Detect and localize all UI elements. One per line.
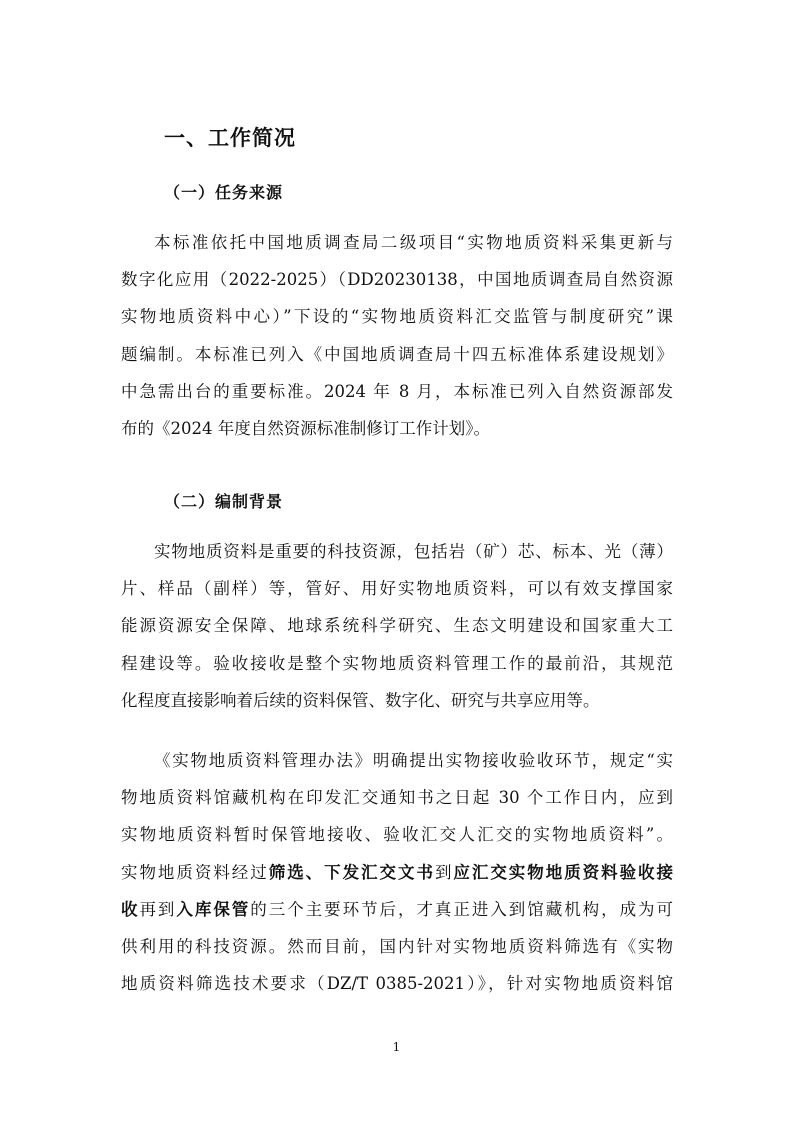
text-run: 到: [434, 862, 454, 882]
paragraph-line: 中急需出台的重要标准。2024 年 8 月，本标准已列入自然资源部发: [121, 381, 673, 401]
text-run: 再到: [139, 899, 177, 919]
page-number: 1: [392, 1040, 401, 1054]
paragraph-line-mixed: [121, 854, 673, 891]
paragraph-line: 《实物地质资料管理办法》明确提出实物接收验收环节，规定“实: [154, 751, 673, 770]
paragraph-line: 本标准依托中国地质调查局二级项目“实物地质资料采集更新与: [154, 233, 673, 252]
paragraph-line: 化程度直接影响着后续的资料保管、数字化、研究与共享应用等。: [121, 690, 600, 710]
paragraph-line: 片、样品（副样）等，管好、用好实物地质资料，可以有效支撑国家: [121, 579, 673, 599]
paragraph-line: 程建设等。验收接收是整个实物地质资料管理工作的最前沿，其规范: [121, 653, 673, 673]
paragraph-task-source: [121, 224, 673, 447]
paragraph-background-1: [121, 533, 673, 719]
bold-text-run: 入库保管: [176, 899, 251, 919]
bold-text-run: 筛选、下发汇交文书: [268, 862, 435, 882]
paragraph-line-mixed: [121, 891, 673, 928]
paragraph-line: 地质资料筛选技术要求（DZ/T 0385-2021）》，针对实物地质资料馆: [121, 974, 673, 994]
paragraph-line: 物地质资料馆藏机构在印发汇交通知书之日起 30 个工作日内，应到: [121, 788, 673, 808]
text-run: 的三个主要环节后，才真正进入到馆藏机构，成为可: [250, 899, 673, 919]
subsection-title-background: （二）编制背景: [164, 492, 284, 511]
bold-text-run: 收: [121, 899, 140, 919]
paragraph-line: 实物地质资料是重要的科技资源，包括岩（矿）芯、标本、光（薄）: [154, 542, 673, 561]
paragraph-line: 能源资源安全保障、地球系统科学研究、生态文明建设和国家重大工: [121, 616, 673, 636]
paragraph-line: 数字化应用（2022-2025）（DD20230138，中国地质调查局自然资源: [121, 270, 673, 290]
subsection-title-task-source: （一）任务来源: [164, 183, 284, 202]
paragraph-line: 供利用的科技资源。然而目前，国内针对实物地质资料筛选有《实物: [121, 937, 673, 957]
paragraph-background-2: [121, 742, 673, 1002]
section-title: 一、工作简况: [164, 126, 296, 150]
paragraph-line: 实物地质资料暂时保管地接收、验收汇交人汇交的实物地质资料”。: [121, 825, 673, 845]
bold-text-run: 应汇交实物地质资料验收接: [453, 862, 673, 882]
text-run: 实物地质资料经过: [121, 862, 269, 882]
paragraph-line: 布的《2024 年度自然资源标准制修订工作计划》。: [121, 419, 490, 439]
paragraph-line: 实物地质资料中心）”下设的“实物地质资料汇交监管与制度研究”课: [121, 307, 673, 327]
paragraph-line: 题编制。本标准已列入《中国地质调查局十四五标准体系建设规划》: [121, 344, 673, 364]
